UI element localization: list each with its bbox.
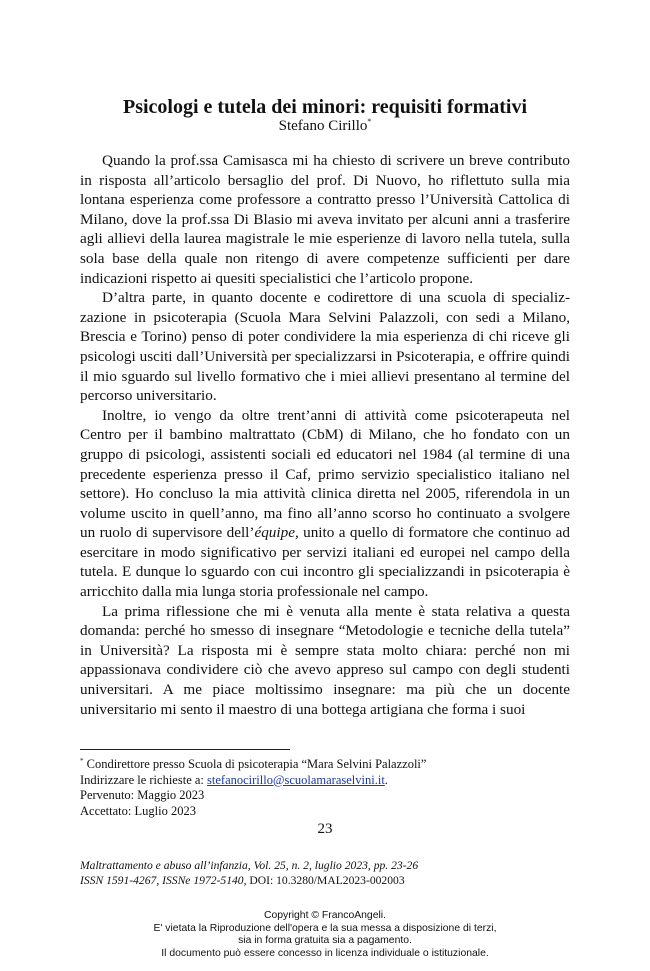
received-date: Pervenuto: Maggio 2023 [80, 788, 205, 803]
article-title: Psicologi e tutela dei minori: requisiti formativi [122, 96, 527, 118]
journal-citation: Maltrattamento e abuso all’infanzia, Vol. 25, n. 2, luglio 2023, pp. 23-26 [80, 859, 419, 872]
paragraph-text: , unito a quello di formatore che continuo ad esercitare in modo significativo per servizi italiani ed europei nel campo della tutela. E dunque lo sguardo con cui incontro gli specializzandi in psicoterapia è arricchito dalla mia lunga storia professionale nel campo. [80, 524, 570, 601]
paragraph: La prima riflessione che mi è venuta alla mente è stata relativa a questa domanda: perché ho smesso di insegnare “Metodologie e tecniche della tutela” in Università? La risposta mi è sempre stata molto chiara: perché non mi appassionava condividere ciò che avevo appreso sul campo con degli studenti universitari. A me piace moltissimo insegnare: ma più che un docente universitario mi sento il maestro di una bottega artigiana che forma i suoi [80, 602, 570, 718]
footnotes [80, 757, 570, 819]
article-body [80, 151, 570, 719]
copyright-notice [0, 910, 650, 960]
article-author [0, 117, 650, 135]
footnote-contact [80, 773, 570, 789]
contact-label: Indirizzare le richieste a: [80, 772, 208, 787]
paragraph-text: Inoltre, io vengo da oltre trent’anni di attività come psicoterapeuta nel Centro per il bambino maltrattato (CbM) di Milano, che ho fondato con un gruppo di psicologi, assistenti sociali ed educatori nel 1984 (al termine di una precedente esperienza presso il Caf, primo servizio specialistico italiano nel settore). Ho concluso la mia attività clinica diretta nel 2005, riferendola in un volume uscito in quell’anno, ma fino all’anno scorso ho continuato a svolgere un ruolo di supervisore dell’ [80, 406, 570, 542]
paragraph [80, 406, 570, 602]
footnote-affiliation [80, 757, 570, 773]
email-link[interactable]: stefanocirillo@scuolamaraselvini.it [207, 772, 385, 787]
author-name: Stefano Cirillo [278, 118, 368, 134]
copyright-line: sia in forma gratuita sia a pagamento. [238, 935, 412, 947]
journal-info [80, 858, 580, 888]
paragraph: D’altra parte, in quanto docente e codirettore di una scuola di specializzazione in psicoterapia (Scuola Mara Selvini Palazzoli, con sedi a Milano, Brescia e Torino) penso di poter condividere la mia esperienza di chi riceve gli psicologi usciti dall’Università per specializzarsi in Psicoterapia, e offrire quindi il mio sguardo sul livello formativo che i miei allievi presentano al termine del percorso universitario. [80, 289, 570, 405]
journal-doi: DOI: 10.3280/MAL2023-002003 [246, 874, 405, 887]
author-footnote-mark: * [367, 117, 372, 126]
contact-suffix: . [384, 772, 388, 787]
affiliation-text: Condirettore presso Scuola di psicoterapia “Mara Selvini Palazzoli” [86, 757, 427, 771]
paragraph: Quando la prof.ssa Camisasca mi ha chiesto di scrivere un breve contributo in risposta all’articolo bersaglio del prof. Di Nuovo, ho riflettuto sulla mia lontana esperienza come professore a contratto presso l’Università Cattolica di Milano, dove la prof.ssa Di Blasio mi aveva invitato per alcuni anni a trasferire agli allievi della laurea magistrale le mie esperienze di lavoro nella tutela, sulla sola base della quale non ritengo di avere competenze sufficienti per dare indicazioni rispetto ai quesiti specialistici che l’articolo propone. [80, 152, 570, 287]
footnote-divider [80, 749, 290, 750]
journal-identifiers [80, 873, 580, 888]
journal-issn: ISSN 1591-4267, ISSNe 1972-5140, [80, 874, 247, 887]
copyright-line: Il documento può essere concesso in licenza individuale o istituzionale. [161, 947, 489, 959]
accepted-date: Accettato: Luglio 2023 [80, 803, 196, 818]
copyright-line: Copyright © FrancoAngeli. [263, 910, 386, 921]
copyright-line: E' vietata la Riproduzione dell'opera e la sua messa a disposizione di terzi, [153, 922, 497, 934]
italic-term: équipe [254, 524, 295, 542]
footnote-mark: * [80, 756, 84, 765]
page-number: 23 [317, 821, 333, 837]
